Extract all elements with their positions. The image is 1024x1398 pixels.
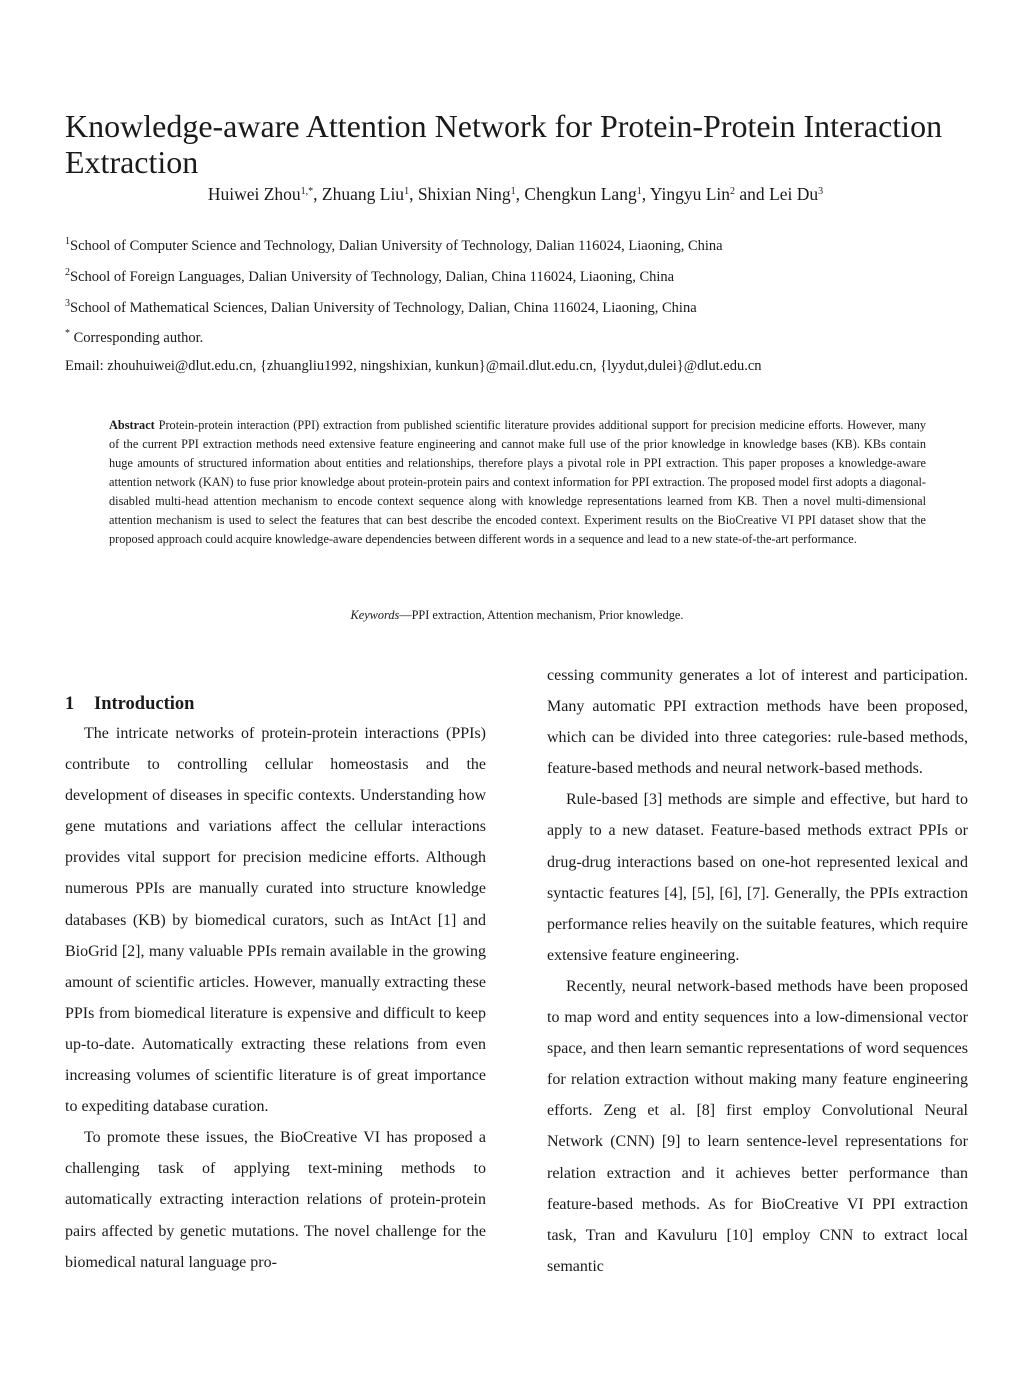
section-title: Introduction (94, 694, 195, 714)
affiliation-mark: 1 (65, 236, 70, 247)
author-name: Zhuang Liu (321, 184, 405, 204)
author-affiliation-mark: 1,* (300, 186, 314, 197)
body-paragraph: To promote these issues, the BioCreative VI has proposed a challenging task of applying text-mining methods to automatically extracting interaction relations of protein-protein pairs affected by genetic mutations. The novel challenge for the biomedical natural language pro- (65, 1129, 486, 1271)
abstract (109, 416, 926, 549)
author-separator: , (515, 184, 525, 204)
author-separator: , (409, 184, 418, 204)
affiliation-text: School of Mathematical Sciences, Dalian University of Technology, Dalian, China 116024, Liaoning, China (70, 300, 697, 316)
keywords-label: Keywords (350, 608, 400, 622)
right-column (547, 660, 968, 1282)
corresponding-mark: * (65, 328, 70, 339)
author-name: Chengkun Lang (524, 184, 637, 204)
body-paragraph: The intricate networks of protein-protein interactions (PPIs) contribute to controlling cellular homeostasis and the development of diseases in specific contexts. Understanding how gene mutations and variations affect the cellular interactions provides vital support for precision medicine efforts. Although numerous PPIs are manually curated into structure knowledge databases (KB) by biomedical curators, such as IntAct [1] and BioGrid [2], many valuable PPIs remain available in the growing amount of scientific articles. However, manually extracting these PPIs from biomedical literature is expensive and difficult to keep up-to-date. Automatically extracting these relations from even increasing volumes of scientific literature is of great importance to expediting database curation. (65, 725, 486, 1116)
author-list (0, 182, 1024, 206)
author-separator: , (641, 184, 650, 204)
body-paragraph: Recently, neural network-based methods have been proposed to map word and entity sequences into a low-dimensional vector space, and then learn semantic representations of word sequences for relation extraction without making many feature engineering efforts. Zeng et al. [8] first employ Convolutional Neural Network (CNN) [9] to learn sentence-level representations for relation extraction and it achieves better performance than feature-based methods. As for BioCreative VI PPI extraction task, Tran and Kavuluru [10] employ CNN to extract local semantic (547, 977, 968, 1275)
author-name: Shixian Ning (417, 184, 511, 204)
abstract-text: Protein-protein interaction (PPI) extraction from published scientific literature provides additional support for precision medicine efforts. However, many of the current PPI extraction methods need extensive feature engineering and cannot make full use of the prior knowledge in knowledge bases (KB). KBs contain huge amounts of structured information about entities and relationships, therefore plays a pivotal role in PPI extraction. This paper proposes a knowledge-aware attention network (KAN) to fuse prior knowledge about protein-protein pairs and context information for PPI extraction. The proposed model first adopts a diagonal-disabled multi-head attention mechanism to encode context sequence along with knowledge representations learned from KB. Then a novel multi-dimensional attention mechanism is used to select the features that can best describe the encoded context. Experiment results on the BioCreative VI PPI dataset show that the proposed approach could acquire knowledge-aware dependencies between different words in a sequence and lead to a new state-of-the-art performance. (109, 418, 927, 546)
corresponding-author-note (65, 328, 203, 348)
author-name: Lei Du (769, 184, 819, 204)
affiliation-1 (65, 236, 723, 256)
paper-title: Knowledge-aware Attention Network for Protein-Protein Interaction Extraction (65, 108, 943, 180)
affiliation-3 (65, 298, 697, 318)
author-name: Huiwei Zhou (207, 184, 301, 204)
affiliation-2 (65, 267, 674, 287)
author-separator: and (735, 184, 770, 204)
author-name: Yingyu Lin (649, 184, 731, 204)
keywords-text: —PPI extraction, Attention mechanism, Prior knowledge. (399, 608, 684, 622)
body-paragraph: Rule-based [3] methods are simple and effective, but hard to apply to a new dataset. Feature-based methods extract PPIs or drug-drug interactions based on one-hot represented lexical and syntactic features [4], [5], [6], [7]. Generally, the PPIs extraction performance relies heavily on the suitable features, which require extensive feature engineering. (547, 791, 968, 964)
author-separator: , (313, 184, 322, 204)
author-affiliation-mark: 1 (510, 186, 516, 197)
affiliation-mark: 3 (65, 298, 70, 309)
author-affiliation-mark: 2 (730, 186, 736, 197)
email-line: Email: zhouhuiwei@dlut.edu.cn, {zhuangliu1992, ningshixian, kunkun}@mail.dlut.edu.cn, {lyydut,dulei}@dlut.edu.cn (65, 358, 762, 374)
author-affiliation-mark: 3 (818, 186, 824, 197)
author-affiliation-mark: 1 (636, 186, 642, 197)
corresponding-text: Corresponding author. (70, 330, 204, 346)
affiliation-mark: 2 (65, 267, 70, 278)
affiliation-text: School of Foreign Languages, Dalian University of Technology, Dalian, China 116024, Liaoning, China (70, 269, 675, 285)
section-heading-introduction (65, 692, 194, 716)
section-number: 1 (65, 694, 75, 714)
affiliation-text: School of Computer Science and Technology, Dalian University of Technology, Dalian 116024, Liaoning, China (70, 238, 723, 254)
abstract-label: Abstract (109, 418, 155, 432)
left-column (65, 718, 486, 1278)
body-paragraph: cessing community generates a lot of interest and participation. Many automatic PPI extraction methods have been proposed, which can be divided into three categories: rule-based methods, feature-based methods and neural network-based methods. (547, 667, 968, 778)
author-affiliation-mark: 1 (404, 186, 410, 197)
keywords (0, 606, 1024, 625)
